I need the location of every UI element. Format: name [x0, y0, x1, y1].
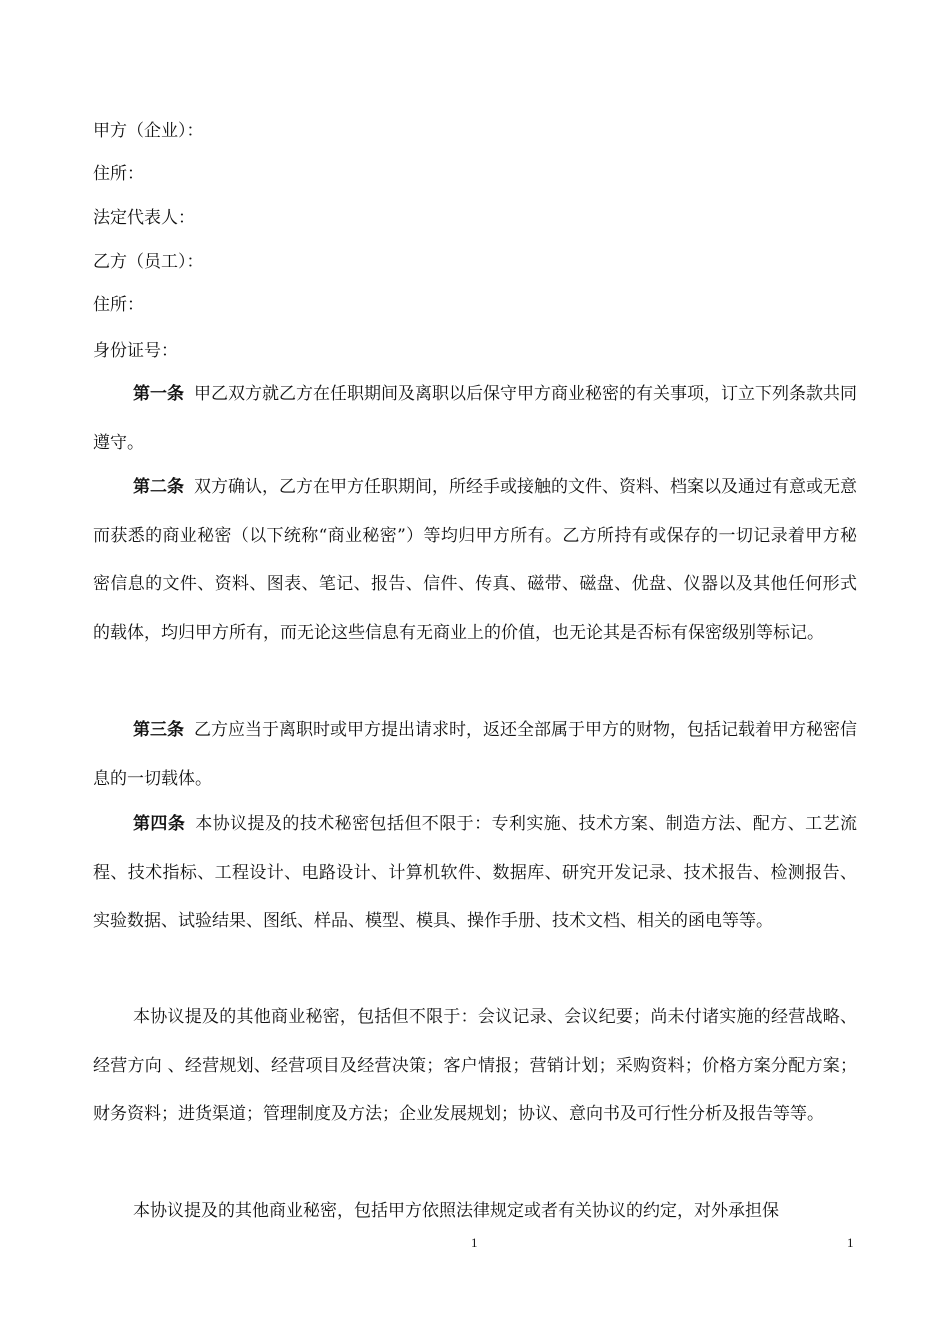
legal-representative-field: 法定代表人：	[93, 208, 195, 228]
id-number-field: 身份证号：	[93, 341, 178, 361]
clause-3-label: 第三条	[133, 720, 184, 740]
clause-4	[93, 800, 857, 946]
page-number-right: 1	[847, 1235, 854, 1250]
clause-4-text: 本协议提及的技术秘密包括但不限于：专利实施、技术方案、制造方法、配方、工艺流程、技术指标、工程设计、电路设计、计算机软件、数据库、研究开发记录、技术报告、检测报告、实验数据、试验结果、图纸、样品、模型、模具、操作手册、技术文档、相关的函电等等。	[93, 814, 858, 931]
party-b-address-field: 住所：	[93, 295, 144, 315]
other-secrets-paragraph-2: 本协议提及的其他商业秘密，包括甲方依照法律规定或者有关协议的约定，对外承担保	[133, 1201, 779, 1221]
other-secrets-paragraph: 本协议提及的其他商业秘密，包括但不限于：会议记录、会议纪要；尚未付诸实施的经营战略、经营方向 、经营规划、经营项目及经营决策；客户情报；营销计划；采购资料；价格方案分配方案；财务资料；进货渠道；管理制度及方法；企业发展规划；协议、意向书及可行性分析及报告等等。	[93, 1007, 857, 1124]
party-a-address-field: 住所：	[93, 164, 144, 184]
party-b-field: 乙方（员工）：	[93, 252, 204, 272]
clause-1-label: 第一条	[133, 384, 184, 404]
party-a-field: 甲方（企业）：	[93, 121, 204, 141]
clause-2-label: 第二条	[133, 477, 184, 497]
page-number-center: 1	[471, 1235, 478, 1250]
clause-2-text: 双方确认，乙方在甲方任职期间，所经手或接触的文件、资料、档案以及通过有意或无意而获悉的商业秘密（以下统称“商业秘密”）等均归甲方所有。乙方所持有或保存的一切记录着甲方秘密信息的文件、资料、图表、笔记、报告、信件、传真、磁带、磁盘、优盘、仪器以及其他任何形式的载体，均归甲方所有，而无论这些信息有无商业上的价值，也无论其是否标有保密级别等标记。	[93, 477, 857, 643]
clause-4-label: 第四条	[133, 814, 186, 834]
clause-3	[93, 706, 857, 803]
clause-2	[93, 463, 857, 657]
clause-1-text: 甲乙双方就乙方在任职期间及离职以后保守甲方商业秘密的有关事项，订立下列条款共同遵守。	[93, 384, 857, 453]
clause-1	[93, 370, 857, 467]
clause-3-text: 乙方应当于离职时或甲方提出请求时，返还全部属于甲方的财物，包括记载着甲方秘密信息的一切载体。	[93, 720, 857, 789]
